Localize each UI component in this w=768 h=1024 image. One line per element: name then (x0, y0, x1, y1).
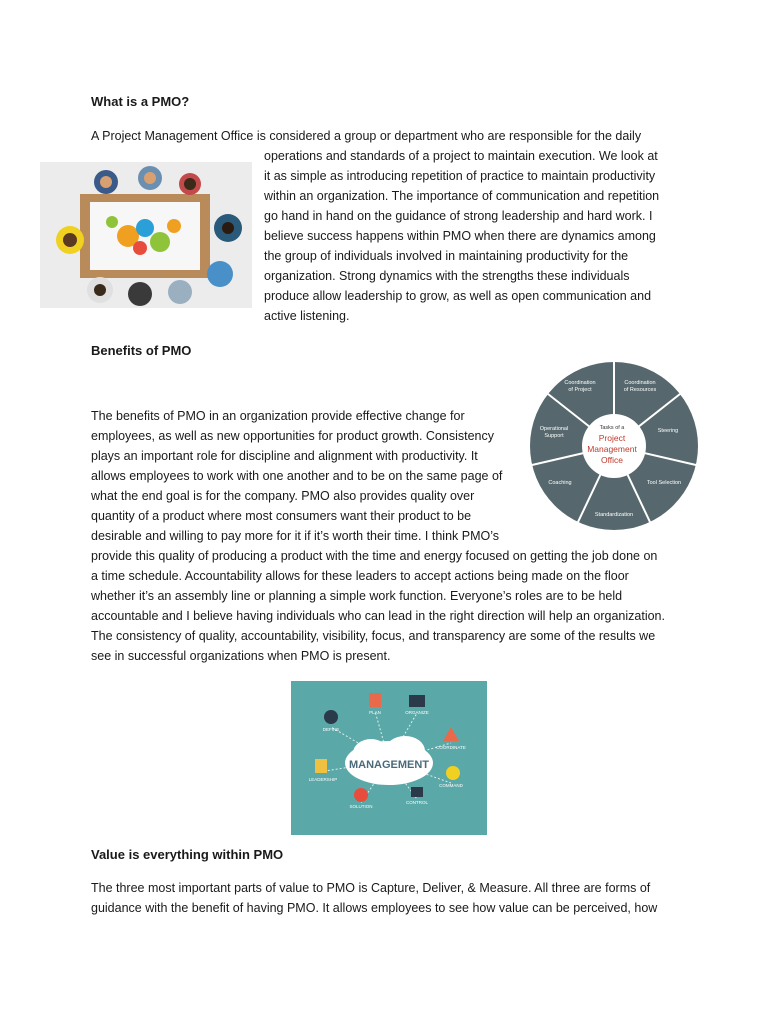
define-icon (324, 710, 338, 724)
management-label: LEADERSHIP (308, 777, 338, 782)
wheel-segment-label: Coaching (548, 480, 572, 486)
paragraph-line: active listening. (264, 309, 350, 323)
paragraph-line: allows employees to work with one another and to be on the same page of (91, 469, 503, 483)
wheel-segment-label: Operational (539, 426, 569, 432)
wheel-segment-label: Coordination (564, 380, 596, 386)
wheel-center-text: Office (600, 455, 624, 465)
paragraph-line: what the end goal is for the company. PMO also provides quality over (91, 489, 475, 503)
paragraph-line: plays an important role for discipline and alignment with productivity. It (91, 449, 478, 463)
management-label: ORGANIZE (405, 710, 429, 715)
wheel-center-text: Project (598, 433, 626, 443)
paragraph-line: produce allow leadership to grow, as well as open communication and (264, 289, 652, 303)
paragraph-line: a time schedule. Accountability allows for these leaders to accept actions being made on the floor (91, 569, 629, 583)
management-label: DEFINE (322, 727, 340, 732)
paragraph-line: operations and standards of a project to maintain execution. We look at (264, 149, 658, 163)
heading-value-within-pmo: Value is everything within PMO (91, 847, 284, 862)
paragraph-line: see in successful organizations when PMO is present. (91, 649, 391, 663)
wheel-segment-label: Coordination (624, 380, 656, 386)
team-meeting-photo (40, 162, 252, 308)
paragraph-line: The consistency of quality, accountability, visibility, focus, and transparency are some of the results we (91, 629, 656, 643)
paragraph-line: go hand in hand on the guidance of strong leadership and hard work. I (264, 209, 653, 223)
paragraph-line: organization. Strong dynamics with the strengths these individuals (264, 269, 630, 283)
paragraph-line: the group of individuals involved in maintaining productivity for the (264, 249, 629, 263)
heading-benefits-of-pmo: Benefits of PMO (91, 343, 192, 358)
paragraph-line: A Project Management Office is considered a group or department who are responsible for the daily (91, 129, 642, 143)
management-label: SOLUTION (349, 804, 373, 809)
wheel-segment-label: Steering (657, 428, 679, 434)
management-label: CONTROL (405, 800, 429, 805)
paragraph-line: The benefits of PMO in an organization provide effective change for (91, 409, 465, 423)
management-graphic (291, 681, 487, 835)
management-label: PLAN (369, 710, 381, 715)
wheel-segment-label: Standardization (594, 512, 634, 518)
paragraph-line: provide this quality of producing a product with the time and energy focused on getting the job done on (91, 549, 658, 563)
plan-icon (369, 693, 381, 707)
wheel-segment-label: of Project (568, 387, 592, 393)
management-label: COORDINATE (436, 745, 466, 750)
leadership-icon (315, 759, 327, 773)
control-icon (411, 787, 423, 797)
paragraph-line: within an organization. The importance of communication and repetition (264, 189, 660, 203)
paragraph-line: accountable and I believe having individuals who can lead in the right direction will help an organization. (91, 609, 665, 623)
paragraph-line: guidance with the benefit of having PMO. It allows employees to see how value can be perceived, how (91, 901, 658, 915)
paragraph-line: it as simple as introducing repetition of practice to maintain productivity (264, 169, 656, 183)
paragraph-line: employees, as well as new opportunities for product growth. Consistency (91, 429, 494, 443)
paragraph-line: believe success happens within PMO when there are dynamics among (264, 229, 656, 243)
wheel-segment-label: Tool Selection (646, 480, 682, 486)
heading-what-is-pmo: What is a PMO? (91, 94, 190, 109)
paragraph-line: whether it’s an assembly line or planning a simple work function. Everyone’s roles are to be held (91, 589, 623, 603)
wheel-segment-label: Support (544, 433, 564, 439)
solution-icon (354, 788, 368, 802)
command-icon (446, 766, 460, 780)
paragraph-line: quantity of a product where most consumers want their product to be (91, 509, 472, 523)
paragraph-line: desirable and willing to pay more for it if it’s worth their time. I think PMO’s (91, 529, 500, 543)
paragraph-line: The three most important parts of value to PMO is Capture, Deliver, & Measure. All three are forms of (91, 881, 651, 895)
wheel-center-text: Management (587, 444, 637, 454)
management-center-text: MANAGEMENT (348, 759, 430, 771)
wheel-center-text: Tasks of a (599, 425, 625, 431)
pmo-tasks-wheel (526, 360, 702, 532)
wheel-segment-label: of Resources (623, 387, 657, 393)
management-label: COMMAND (439, 783, 463, 788)
organize-icon (409, 695, 425, 707)
